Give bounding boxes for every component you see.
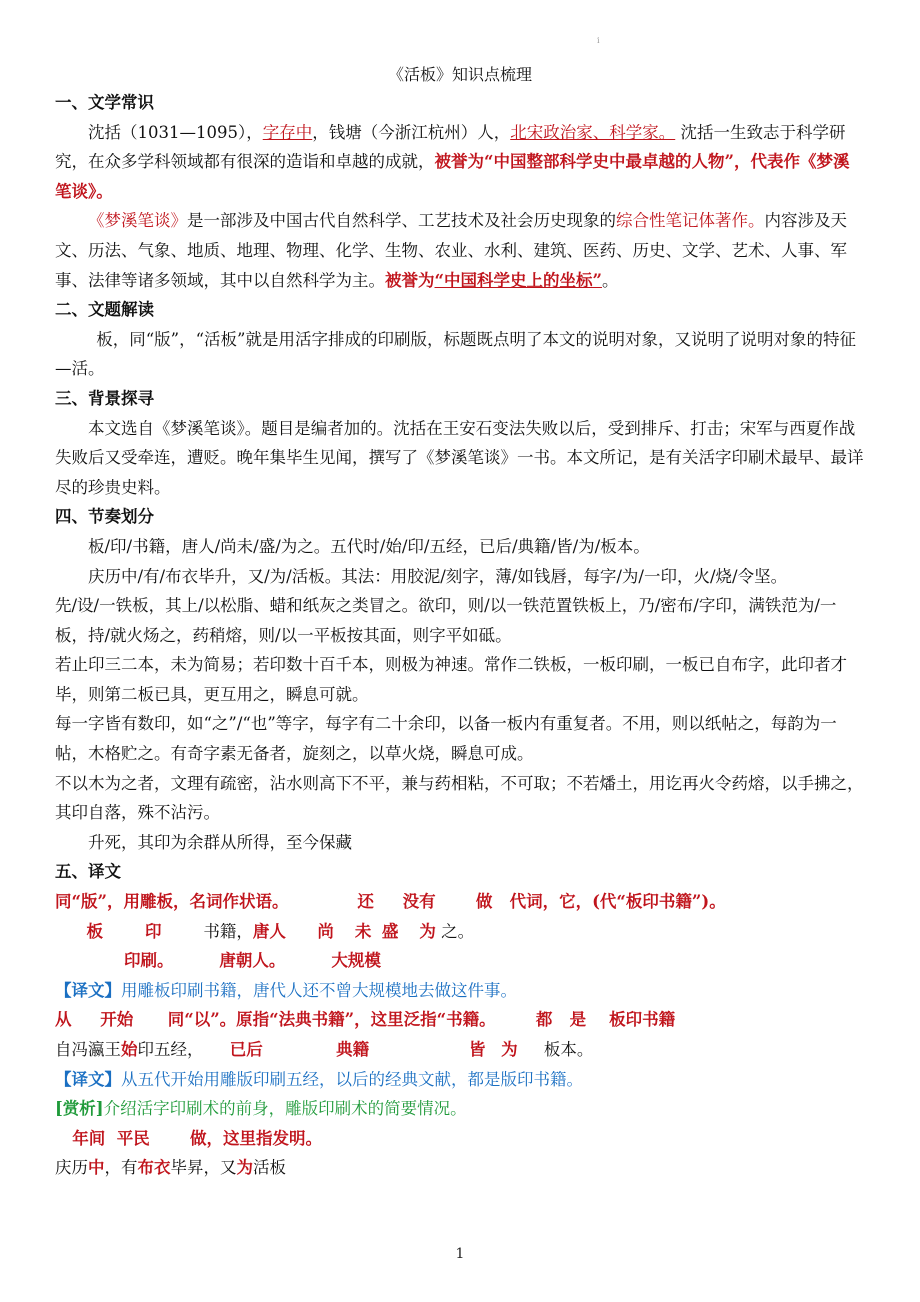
appreciation-tag: [赏析]	[55, 1099, 104, 1119]
author-bio	[55, 118, 865, 207]
annotation: 还	[357, 892, 374, 912]
annotation: 板印书籍	[609, 1010, 676, 1030]
background-text: 本文选自《梦溪笔谈》。题目是编者加的。沈括在王安石变法失败以后，受到排斥、打击；宋军与西夏作战失败后又受牵连，遭贬。晚年集毕生见闻，撰写了《梦溪笔谈》一书。本文所记，是有关活字印刷术最早、最详尽的珍贵史料。	[55, 418, 864, 497]
glossed-char: 中	[88, 1158, 105, 1178]
annotation: 代词，它，(代“板印书籍”)。	[509, 892, 726, 912]
bio-text: 沈括（1031—1095），	[88, 122, 263, 142]
book-praise: 被誉为	[385, 270, 435, 290]
book-text: 。	[601, 270, 619, 290]
glossed-char: 为	[501, 1040, 518, 1059]
author-praise: 被誉为“中国整部科学史中最卓越的人物”，代表作《梦溪笔谈》。	[55, 152, 850, 201]
book-intro	[55, 206, 865, 295]
rhythm-line: 先/设/一铁板，其上/以松脂、蜡和纸灰之类冒之。欲印，则/以一铁范置铁板上，乃/密布/字印，满铁范为/一板，持/就火炀之，药稍熔，则/以一平板按其面，则字平如砥。	[55, 596, 837, 645]
glossed-char: 为	[236, 1158, 253, 1178]
glossed-char: 皆	[468, 1040, 486, 1059]
page-title: 《活板》知识点梳理	[387, 65, 532, 84]
annotation: 从	[55, 1010, 72, 1030]
section-heading-3: 三、背景探寻	[55, 388, 154, 408]
courtesy-name: 字存中	[262, 122, 313, 142]
book-genre: 综合性笔记体著作。	[616, 211, 765, 231]
glossed-char: 盛	[381, 921, 399, 941]
book-text: 是一部涉及中国古代自然科学、工艺技术及社会历史现象的	[187, 211, 616, 231]
original-text: 板本。	[543, 1040, 594, 1059]
original-line-2	[55, 1035, 865, 1065]
annotation: 同“以”。原指“法典书籍”，这里泛指“书籍。	[167, 1010, 496, 1030]
appreciation-text: 介绍活字印刷术的前身，雕版印刷术的简要情况。	[103, 1099, 467, 1119]
glossed-char: 未	[354, 921, 372, 941]
page-number: 1	[455, 1246, 465, 1262]
top-mark: i	[597, 36, 600, 45]
original-text: 自冯瀛王	[55, 1040, 121, 1059]
original-text: 之。	[441, 921, 475, 941]
glossed-char: 板	[86, 921, 103, 941]
original-text: 书籍，	[203, 921, 253, 941]
rhythm-line: 庆历中/有/布衣毕升，又/为/活板。其法：用胶泥/刻字，薄/如钱唇，每字/为/一印，火/烧/令坚。	[88, 566, 788, 586]
original-text: 印五经，	[137, 1040, 204, 1059]
annotation: 年间	[72, 1128, 106, 1148]
translation-1	[55, 976, 865, 1006]
glossed-char: 已后	[229, 1040, 263, 1059]
glossed-char: 尚	[317, 921, 334, 941]
glossed-char: 始	[121, 1040, 138, 1059]
translation-text: 用雕板印刷书籍，唐代人还不曾大规模地去做这件事。	[121, 980, 517, 1000]
annotation: 印刷。	[123, 951, 174, 971]
document-body	[55, 88, 865, 1183]
annotation: 做	[475, 892, 493, 912]
section-heading-1: 一、文学常识	[55, 93, 154, 112]
author-title: 北宋政治家、科学家。	[510, 122, 676, 142]
rhythm-line: 不以木为之者，文理有疏密，沾水则高下不平，兼与药相粘，不可取；不若燔土，用讫再火令药熔，以手拂之，其印自落，殊不沾污。	[55, 773, 864, 823]
annotation: 唐朝人。	[219, 951, 286, 971]
translation-text: 从五代开始用雕版印刷五经，以后的经典文献，都是版印书籍。	[121, 1069, 583, 1089]
annotation: 都	[535, 1010, 553, 1030]
rhythm-line: 每一字皆有数印，如“之”/“也”等字，每字有二十余印，以备一板内有重复者。不用，则以纸帖之，每韵为一帖，木格贮之。有奇字素无备者，旋刻之，以草火烧，瞬息可成。	[55, 714, 837, 764]
original-text: 庆历	[55, 1158, 88, 1178]
annotation: 没有	[402, 892, 436, 912]
section-heading-2: 二、文题解读	[55, 300, 154, 320]
annotation-line-4	[55, 1124, 865, 1154]
book-text: 内容涉及天文、历法、气象、地质、地理、物理、化学、生物、农业、水利、建筑、医药、历史、文学、艺术、人事、军事、法律等诸多领域，其中以自然科学为主。	[55, 211, 847, 290]
annotation: 大规模	[331, 951, 381, 971]
original-line-3	[55, 1153, 865, 1183]
annotation: 开始	[100, 1010, 134, 1030]
bio-text: ，钱塘（今浙江杭州）人，	[312, 122, 511, 142]
annotation-line-3	[55, 1005, 865, 1035]
translation-tag: 【译文】	[55, 980, 121, 1000]
title-explanation: 板，同“版”，“活板”就是用活字排成的印刷版，标题既点明了本文的说明对象，又说明了说明对象的特征—活。	[55, 329, 856, 379]
annotation: 同“版”，用雕板，名词作状语。	[55, 892, 289, 912]
glossed-char: 布衣	[137, 1158, 171, 1178]
annotation: 做，这里指发明。	[189, 1128, 322, 1148]
annotation: 平民	[116, 1128, 150, 1148]
glossed-char: 典籍	[336, 1040, 370, 1059]
rhythm-line: 升死，其印为余群从所得，至今保藏	[88, 832, 352, 852]
book-praise-quote: “中国科学史上的坐标”	[434, 270, 602, 290]
annotation-line-1	[55, 887, 865, 917]
section-heading-4: 四、节奏划分	[55, 507, 154, 527]
book-name: 《梦溪笔谈》	[88, 211, 187, 231]
glossed-char: 印	[144, 921, 162, 941]
translation-tag: 【译文】	[55, 1069, 121, 1089]
rhythm-line: 板/印/书籍，唐人/尚未/盛/为之。五代时/始/印/五经，已后/典籍/皆/为/板本。	[88, 536, 650, 556]
original-text: 活板	[253, 1158, 286, 1178]
appreciation	[55, 1094, 865, 1124]
translation-2	[55, 1065, 865, 1095]
glossed-char: 唐人	[252, 921, 286, 941]
original-text: ，有	[104, 1158, 138, 1178]
original-text: 毕昇，又	[170, 1158, 237, 1178]
rhythm-line: 若止印三二本，未为简易；若印数十百千本，则极为神速。常作二铁板，一板印刷，一板已自布字，此印者才毕，则第二板已具，更互用之，瞬息可就。	[55, 655, 847, 704]
glossed-char: 为	[419, 921, 436, 941]
bio-text: 沈括一生致志于科学研究，在众多学科领域都有很深的造诣和卓越的成就，	[55, 122, 846, 172]
section-heading-5: 五、译文	[55, 862, 121, 882]
original-line-1	[55, 917, 865, 947]
annotation-line-2	[55, 946, 865, 976]
annotation: 是	[569, 1010, 587, 1030]
